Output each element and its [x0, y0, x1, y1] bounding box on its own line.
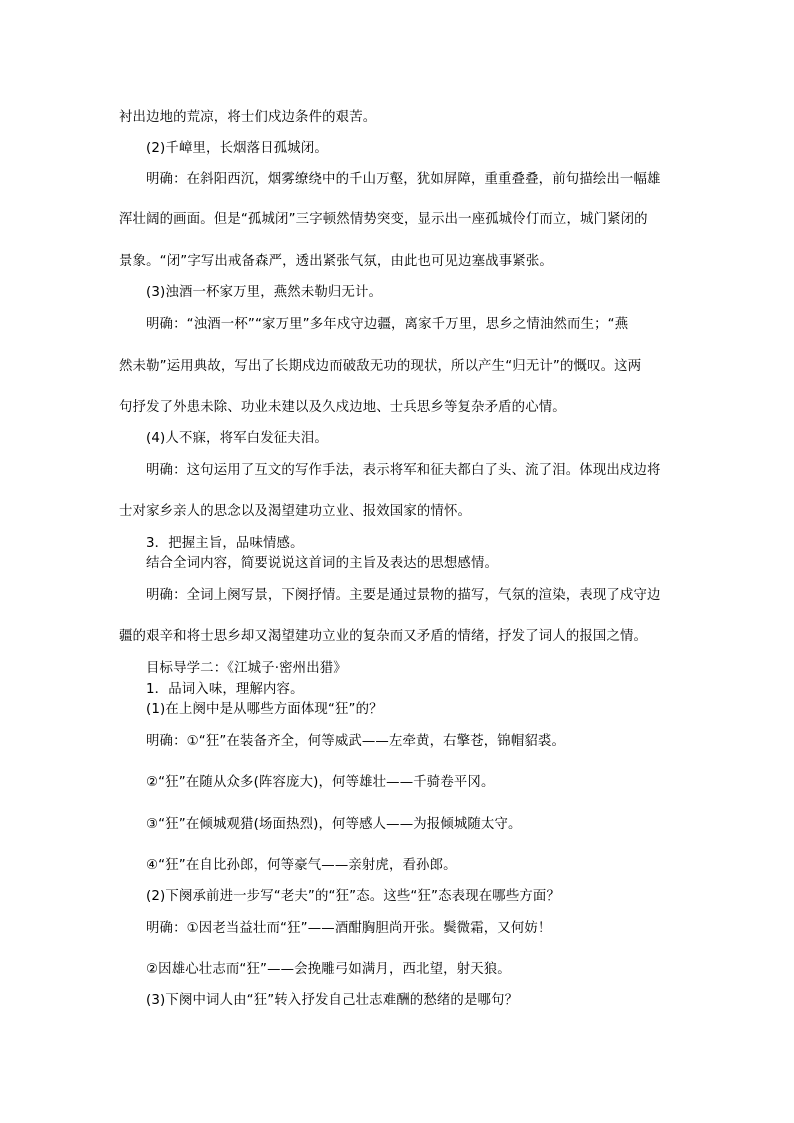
text-line: 明确：在斜阳西沉，烟雾缭绕中的千山万壑，犹如屏障，重重叠叠，前句描绘出一幅雄: [146, 172, 661, 187]
question: (3)下阕中词人由“狂”转入抒发自己壮志难酬的愁绪的是哪句？: [146, 993, 519, 1008]
text-line: 浑壮阔的画面。但是“孤城闭”三字顿然情势突变，显示出一座孤城伶仃而立，城门紧闭的: [119, 212, 648, 227]
question: (1)在上阕中是从哪些方面体现“狂”的？: [146, 702, 383, 717]
text-line: 然未勒”运用典故，写出了长期戍边而破敌无功的现状，所以产生“归无计”的慨叹。这两: [119, 359, 642, 374]
text-line: 衬出边地的荒凉，将士们戍边条件的艰苦。: [119, 110, 377, 125]
text-line: 句抒发了外患未除、功业未建以及久戍边地、士兵思乡等复杂矛盾的心情。: [119, 400, 566, 415]
text-line: 明确：①因老当益壮而“狂”——酒酣胸胆尚开张。鬓微霜，又何妨！: [146, 921, 552, 936]
text-line: (3)浊酒一杯家万里，燕然未勒归无计。: [146, 285, 383, 300]
text-line: (2)千嶂里，长烟落日孤城闭。: [146, 141, 328, 156]
text-line: ③“狂”在倾城观猎(场面热烈)，何等感人——为报倾城随太守。: [146, 817, 522, 832]
text-line: ②“狂”在随从众多(阵容庞大)，何等雄壮——千骑卷平冈。: [146, 775, 495, 790]
text-line: 士对家乡亲人的思念以及渴望建功立业、报效国家的情怀。: [119, 504, 472, 519]
heading: 3．把握主旨，品味情感。: [146, 536, 304, 551]
text-line: 明确：全词上阕写景，下阕抒情。主要是通过景物的描写，气氛的渲染，表现了戍守边: [146, 588, 661, 603]
text-line: 结合全词内容，简要说说这首词的主旨及表达的思想感情。: [146, 556, 499, 571]
text-line: 景象。“闭”字写出戒备森严，透出紧张气氛，由此也可见边塞战事紧张。: [119, 254, 553, 269]
text-line: 明确：①“狂”在装备齐全，何等威武——左牵黄，右擎苍，锦帽貂裘。: [146, 734, 566, 749]
text-line: 疆的艰辛和将士思乡却又渴望建功立业的复杂而又矛盾的情绪，抒发了词人的报国之情。: [119, 629, 648, 644]
text-line: (4)人不寐，将军白发征夫泪。: [146, 431, 328, 446]
text-line: 明确：这句运用了互文的写作手法，表示将军和征夫都白了头、流了泪。体现出戍边将: [146, 463, 661, 478]
text-line: 明确：“浊酒一杯”“家万里”多年戍守边疆，离家千万里，思乡之情油然而生；“燕: [146, 317, 629, 332]
heading: 1．品词入味，理解内容。: [146, 682, 304, 697]
text-line: ②因雄心壮志而“狂”——会挽雕弓如满月，西北望，射天狼。: [146, 962, 511, 977]
question: (2)下阕承前进一步写“老夫”的“狂”态。这些“狂”态表现在哪些方面？: [146, 889, 560, 904]
section-heading: 目标导学二：《江城子·密州出猎》: [146, 661, 347, 676]
text-line: ④“狂”在自比孙郎，何等豪气——亲射虎，看孙郎。: [146, 858, 457, 873]
